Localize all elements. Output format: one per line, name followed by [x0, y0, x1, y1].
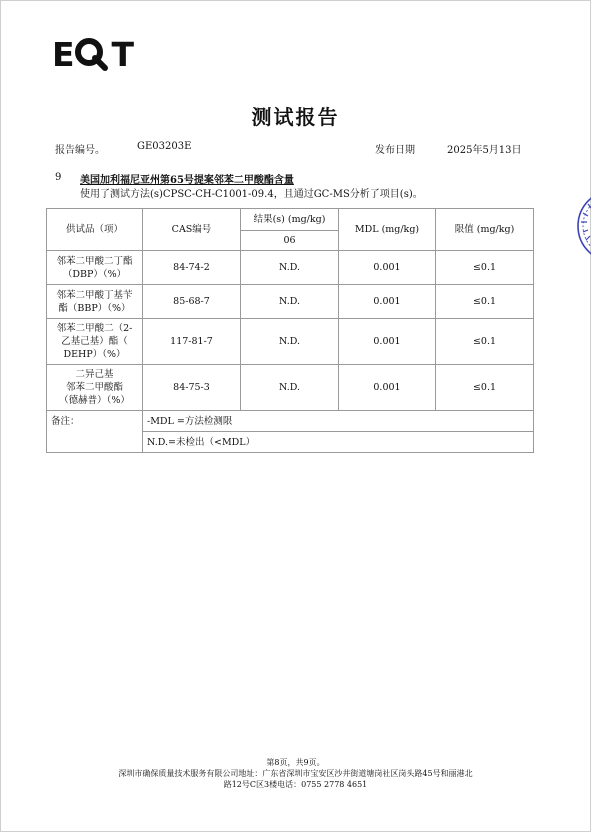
cell-item: [47, 365, 143, 411]
header-result: 结果(s) (mg/kg): [241, 209, 339, 231]
cell-item-line: 乙基己基）酯（: [61, 336, 128, 347]
header-result-sample: 06: [241, 231, 339, 251]
cell-cas: 84-75-3: [143, 365, 241, 411]
cell-cas: 85-68-7: [143, 285, 241, 319]
magnifier-q-icon: [74, 37, 112, 73]
cell-limit: ≤0.1: [436, 285, 534, 319]
table-row: [47, 251, 534, 285]
footer-address-line1: 深圳市确保质量技术服务有限公司地址：广东省深圳市宝安区沙井街道塘岗社区岗头路45号和丽港北: [118, 769, 473, 778]
cell-item-line: DEHP）（%）: [63, 349, 126, 360]
eqt-logo: [52, 35, 134, 74]
header-limit: 限值 (mg/kg): [436, 209, 534, 251]
official-seal-stamp: [574, 186, 591, 266]
issue-date: 2025年5月13日: [447, 145, 522, 156]
table-row: [47, 365, 534, 411]
table-row: [47, 285, 534, 319]
cell-item-line: 酯（BBP）（%）: [58, 302, 131, 314]
results-table: [46, 208, 534, 453]
cell-result: N.D.: [241, 319, 339, 365]
issue-date-label: 发布日期: [375, 145, 415, 156]
notes-label: 备注：: [47, 411, 143, 453]
report-no-label: 报告编号。: [55, 145, 105, 156]
cell-cas: 84-74-2: [143, 251, 241, 285]
cell-cas: 117-81-7: [143, 319, 241, 365]
cell-item-line: 邻苯二甲酸二丁酯: [56, 255, 133, 267]
header-cas: CAS编号: [143, 209, 241, 251]
report-no: GE03203E: [137, 141, 192, 152]
cell-result: N.D.: [241, 365, 339, 411]
cell-result: N.D.: [241, 251, 339, 285]
cell-limit: ≤0.1: [436, 251, 534, 285]
cell-result: N.D.: [241, 285, 339, 319]
footer-page-number: 第8页，共9页。: [266, 758, 325, 767]
cell-mdl: 0.001: [339, 319, 436, 365]
cell-item-line: 邻苯二甲酸二（2-: [56, 323, 133, 334]
section-description: 使用了测试方法(s)CPSC-CH-C1001-09.4，且通过GC-MS分析了项目(s)。: [80, 189, 423, 200]
section-title: 美国加利福尼亚州第65号提案邻苯二甲酸酯含量: [80, 175, 294, 186]
table-row: [47, 319, 534, 365]
footer-address-line2: 路12号C区3楼电话：0755 2778 4651: [223, 780, 368, 789]
section-number: 9: [55, 172, 62, 183]
cell-item-line: （DBP）（%）: [62, 268, 127, 280]
cell-mdl: 0.001: [339, 251, 436, 285]
cell-limit: ≤0.1: [436, 319, 534, 365]
notes-row: [47, 411, 534, 432]
cell-mdl: 0.001: [339, 285, 436, 319]
page-title: 测试报告: [251, 105, 340, 129]
cell-item: [47, 285, 143, 319]
cell-item: [47, 251, 143, 285]
cell-limit: ≤0.1: [436, 365, 534, 411]
cell-item: [47, 319, 143, 365]
table-header-row: [47, 209, 534, 231]
header-item: 供试品（项）: [47, 209, 143, 251]
cell-mdl: 0.001: [339, 365, 436, 411]
note-mdl: -MDL =方法检测限: [143, 411, 534, 432]
logo-letter-e: E: [52, 35, 74, 74]
cell-item-line: 邻苯二甲酸酯: [65, 382, 123, 393]
cell-item-line: 二异己基: [75, 369, 114, 380]
note-nd: N.D.=未检出（<MDL）: [143, 432, 534, 453]
cell-item-line: （德赫普）（%）: [59, 395, 130, 406]
logo-letter-t: T: [111, 35, 134, 74]
cell-item-line: 邻苯二甲酸丁基苄: [56, 289, 133, 301]
header-mdl: MDL (mg/kg): [339, 209, 436, 251]
